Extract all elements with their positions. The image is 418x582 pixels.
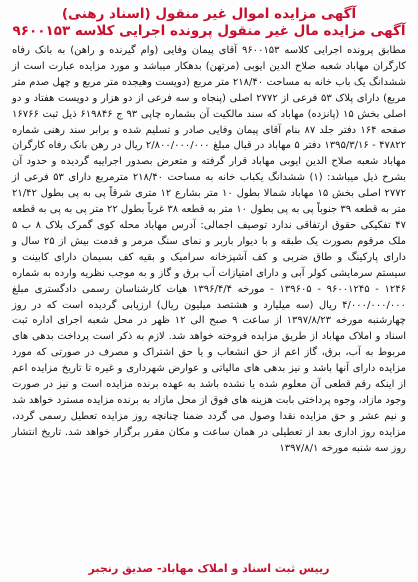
notice-body: مطابق پرونده اجرایی کلاسه ۹۶۰۰۱۵۳ آقای پیمان وفایی (وام گیرنده و راهن) به بانک رفاه کارگران مهاباد شعبه صلاح الدین ایوبی (مرتهن) بدهکار میباشد و مورد مزایده عبارت است از ششدانگ یک باب خانه به مساحت ۲۱۸/۴۰ متر مربع (دویست وهیجده متر مربع و چهل صدم متر مربع) دارای پلاک ۵۳ فرعی از ۲۷۷۲ اصلی (پنجاه و سه فرعی از دو هزار و دویست هفتاد و دو اصلی بخش ۱۵ (پانزده) مهاباد که سند مالکیت آن بشماره چاپی ۹۳ ج ۶۱۹۸۴۶ ذیل ثبت ۱۶۷۶۶ صفحه ۱۶۴ دفتر جلد ۸۷ بنام آقای پیمان وفایی صادر و تسلیم شده و برابر سند رهنی شماره ۴۷۸۲۲ - ۱۳۹۵/۳/۱۶ دفتر ۵ مهاباد در قبال مبلغ ۲/۸۰۰/۰۰۰/۰۰۰ ریال در رهن بانک رفاه کارگران مهاباد شعبه صلاح الدین ایوبی مهاباد قرار گرفته و متعرض بصدور اجراییه گردیده و حدود آن بشرح ذیل میباشد: (۱) ششدانگ یکباب خانه به مساحت ۲۱۸/۴۰ مترمربع دارای ۵۳ فرعی از ۲۷۷۲ اصلی بخش ۱۵ مهاباد شمالا بطول ۱۰ متر بشارع ۱۲ متری شرقاً پی به پی بطول ۲۱/۴۲ متر به قطعه ۳۹ جنوباً پی به پی بطول ۱۰ متر به قطعه ۳۸ غرباً بطول ۲۲ متر پی به پی به قطعه ۴۷ تفکیکی حقوق ارتفاقی ندارد توصیف اجمالی: آدرس مهاباد محله کوی گمرک بلاک ۸ ب ۵ ملک مرقوم بصورت یک طبقه و با دیوار باربر و نمای سنگ مرمر و قدمت بیش از ۲۵ سال و دارای پارکینگ و طاق ضربی و کف آشپزخانه سرامیک و بقیه کف بسیمان دارای کابینت و سیستم سرمایشی کولر آبی و دارای امتیازات آب برق و گاز و به موجب نظریه وارده به شماره ۱۲۴۶ - ۹۶۰۰۱۲۴۵ - ۱۳۹۶۰۵ - مورخه ۱۳۹۶/۴/۴ هیات کارشناسان رسمی دادگستری مبلغ ۴/۰۰۰/۰۰۰/۰۰۰ ریال (سه میلیارد و هشتصد میلیون ریال) ارزیابی گردیده است که در روز چهارشنبه مورخه ۱۳۹۷/۸/۲۳ از ساعت ۹ صبح الی ۱۲ ظهر در محل شعبه اجرای اداره ثبت اسناد و املاک مهاباد از طریق مزایده فروخته خواهد شد. لازم به ذکر است پرداخت بدهی های مربوط به آب، برق، گاز اعم از حق انشعاب و یا حق اشتراک و مصرف در صورتی که مورد مزایده دارای آنها باشد و نیز بدهی های مالیاتی و عوارض شهرداری و غیره تا تاریخ مزایده اعم از اینکه رقم قطعی آن معلوم شده یا نشده باشد به عهده برنده مزایده است و نیز در صورت وجود مازاد، وجوه پرداختی بابت هزینه های فوق از محل مازاد به برنده مزایده مسترد خواهد شد و نیم عشر و حق مزایده نقدا وصول می گردد ضمنا چنانچه روز مزایده تعطیل رسمی گردد، مزایده روز اداری بعد از تعطیلی در همان ساعت و مکان مقرر برگزار خواهد شد. تاریخ انتشار روز سه شنبه مورخه ۱۳۹۷/۸/۱ (12, 45, 407, 454)
notice-subtitle: آگهی مزایده مال غیر منقول پرونده اجرایی کلاسه ۹۶۰۰۱۵۳ (12, 23, 406, 39)
notice-header (12, 6, 406, 40)
notice-title: آگهی مزایده اموال غیر منقول (اسناد رهنی) (61, 6, 357, 22)
notice-signature: رییس ثبت اسناد و املاک مهاباد- صدیق رنجبر (88, 562, 330, 575)
